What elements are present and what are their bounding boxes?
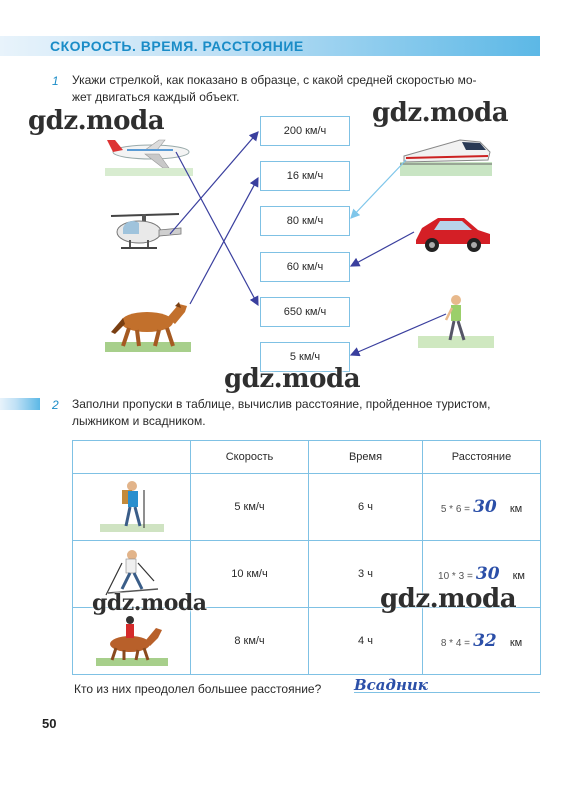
task-1-text-line1: Укажи стрелкой, как показано в образце, с какой средней скоростью мо- <box>72 73 477 87</box>
time-cell: 6 ч <box>309 474 423 541</box>
distance-unit: км <box>512 570 525 582</box>
time-cell: 4 ч <box>309 608 423 675</box>
watermark-5: gdz.moda <box>380 584 517 614</box>
speed-cell: 10 км/ч <box>191 541 309 608</box>
speed-box-200: 200 км/ч <box>260 116 350 146</box>
page-number: 50 <box>42 716 57 731</box>
distance-answer: 30 <box>475 564 500 584</box>
table-row <box>73 474 541 541</box>
task-2-text-line2: лыжником и всадником. <box>72 414 206 428</box>
distance-cell <box>423 474 541 541</box>
task-2-band <box>0 398 40 410</box>
distance-formula: 8 * 4 = <box>440 638 471 649</box>
speed-box-80: 80 км/ч <box>260 206 350 236</box>
table-header-row <box>73 441 541 474</box>
watermark-1: gdz.moda <box>28 106 165 136</box>
watermark-4: gdz.moda <box>92 590 207 616</box>
speed-box-60: 60 км/ч <box>260 252 350 282</box>
distance-unit: км <box>509 637 523 649</box>
distance-answer: 32 <box>473 631 497 651</box>
task-1-number: 1 <box>52 74 59 88</box>
speed-box-16: 16 км/ч <box>260 161 350 191</box>
task-2-text-line1: Заполни пропуски в таблице, вычислив расстояние, пройденное туристом, <box>72 397 491 411</box>
page-title: СКОРОСТЬ. ВРЕМЯ. РАССТОЯНИЕ <box>50 38 304 54</box>
arrow-horse <box>190 178 258 304</box>
task-2-number: 2 <box>52 398 59 412</box>
distance-formula: 5 * 6 = <box>440 504 471 515</box>
car-icon <box>412 210 494 256</box>
time-cell: 3 ч <box>309 541 423 608</box>
distance-cell <box>423 608 541 675</box>
column-header-distance: Расстояние <box>423 441 541 474</box>
speed-cell: 5 км/ч <box>191 474 309 541</box>
watermark-3: gdz.moda <box>224 364 361 394</box>
question-answer: Всадник <box>354 676 428 694</box>
distance-unit: км <box>509 503 523 515</box>
task-1-text-line2: жет двигаться каждый объект. <box>72 90 240 104</box>
row-picture-cell <box>73 608 191 675</box>
watermark-2: gdz.moda <box>372 98 509 128</box>
pedestrian-icon <box>418 292 494 350</box>
speed-box-650: 650 км/ч <box>260 297 350 327</box>
horse-icon <box>105 296 191 356</box>
row-picture-cell <box>73 474 191 541</box>
column-header-speed: Скорость <box>191 441 309 474</box>
rider-icon <box>92 612 172 668</box>
arrow-sample-train <box>351 160 406 218</box>
table-row <box>73 608 541 675</box>
arrow-car <box>351 232 414 266</box>
train-icon <box>400 122 492 178</box>
hiker-icon <box>92 478 172 534</box>
speed-box-5: 5 км/ч <box>260 342 350 372</box>
distance-table <box>72 440 541 675</box>
column-header-time: Время <box>309 441 423 474</box>
column-header-picture <box>73 441 191 474</box>
task-2-question: Кто из них преодолел большее расстояние? <box>74 682 322 696</box>
distance-formula: 10 * 3 = <box>438 571 473 582</box>
speed-cell: 8 км/ч <box>191 608 309 675</box>
distance-answer: 30 <box>473 497 497 517</box>
helicopter-icon <box>105 206 185 256</box>
